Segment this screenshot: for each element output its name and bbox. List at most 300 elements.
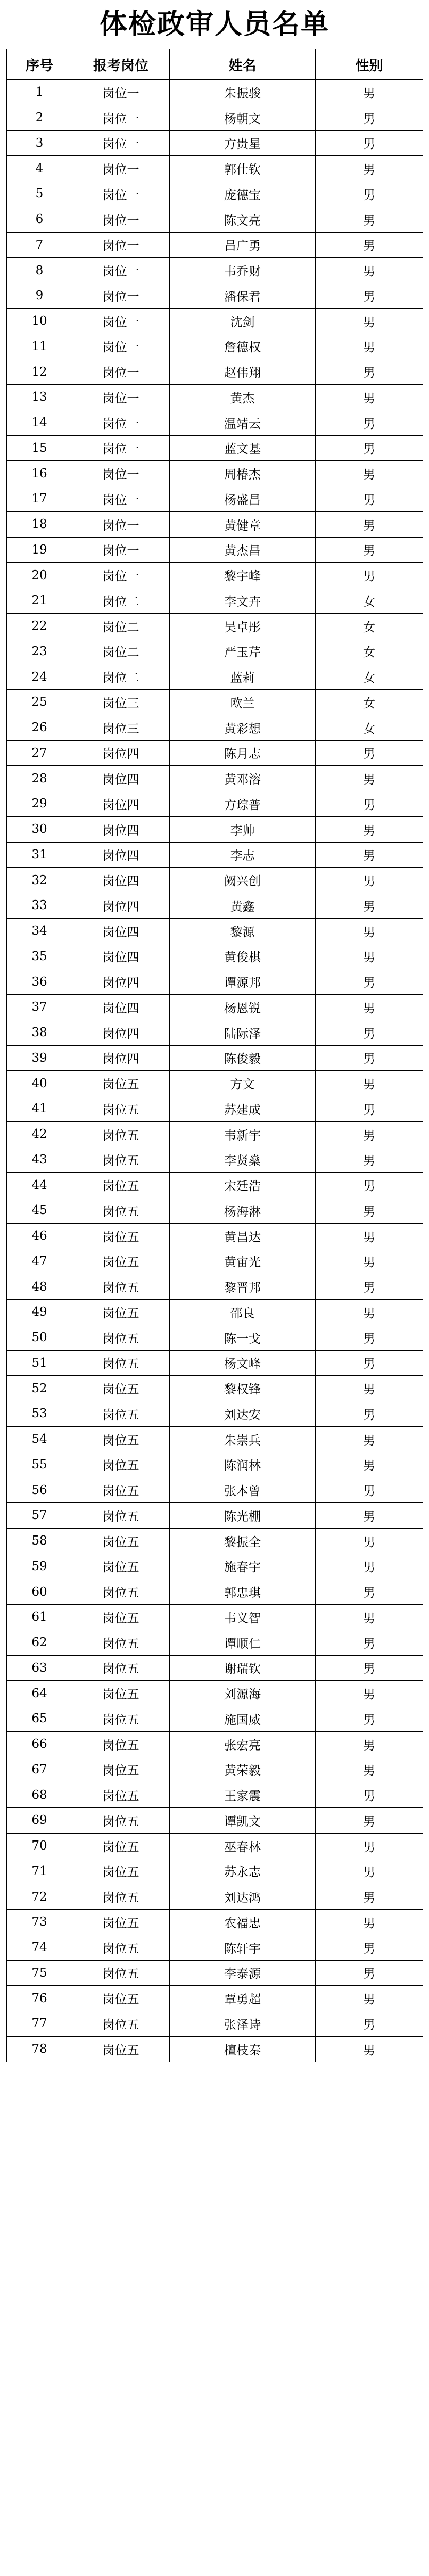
cell-seq: 58 [7,1528,72,1554]
cell-position: 岗位五 [72,1554,170,1579]
cell-gender: 男 [316,1655,423,1681]
cell-name: 杨盛昌 [170,486,316,512]
cell-gender: 男 [316,1986,423,2011]
cell-position: 岗位五 [72,1528,170,1554]
table-row [7,385,423,410]
cell-name: 李贤燊 [170,1147,316,1173]
table-row [7,969,423,995]
cell-position: 岗位一 [72,511,170,537]
table-row [7,1630,423,1655]
cell-gender: 男 [316,1325,423,1350]
cell-name: 潘保君 [170,283,316,309]
cell-gender: 男 [316,1833,423,1859]
cell-seq: 21 [7,588,72,614]
cell-gender: 男 [316,1859,423,1884]
cell-gender: 男 [316,1350,423,1376]
cell-name: 陈轩宇 [170,1935,316,1960]
cell-name: 苏永志 [170,1859,316,1884]
cell-seq: 17 [7,486,72,512]
table-row [7,1376,423,1401]
header-gender: 性别 [316,49,423,80]
table-row [7,791,423,817]
cell-position: 岗位一 [72,435,170,461]
cell-seq: 7 [7,232,72,258]
cell-position: 岗位五 [72,1300,170,1325]
cell-name: 陈月志 [170,740,316,766]
table-row [7,232,423,258]
cell-gender: 男 [316,359,423,385]
cell-position: 岗位四 [72,816,170,842]
cell-seq: 71 [7,1859,72,1884]
roster-table [6,49,423,2062]
cell-position: 岗位五 [72,1706,170,1732]
cell-gender: 男 [316,1579,423,1605]
cell-position: 岗位四 [72,842,170,868]
table-row [7,1096,423,1122]
cell-seq: 62 [7,1630,72,1655]
cell-name: 杨恩锐 [170,995,316,1020]
cell-seq: 30 [7,816,72,842]
cell-position: 岗位三 [72,690,170,715]
cell-gender: 男 [316,130,423,156]
cell-name: 李志 [170,842,316,868]
cell-position: 岗位五 [72,1655,170,1681]
table-row [7,1808,423,1834]
cell-name: 周椿杰 [170,461,316,486]
table-row [7,1300,423,1325]
cell-gender: 男 [316,868,423,893]
cell-gender: 男 [316,181,423,207]
cell-seq: 8 [7,258,72,283]
cell-position: 岗位五 [72,1350,170,1376]
table-row [7,334,423,359]
cell-name: 严玉芹 [170,639,316,664]
cell-position: 岗位五 [72,1071,170,1096]
table-row [7,181,423,207]
cell-name: 黎振全 [170,1528,316,1554]
cell-gender: 男 [316,511,423,537]
table-row [7,486,423,512]
cell-name: 檀枝秦 [170,2036,316,2062]
cell-seq: 22 [7,613,72,639]
cell-position: 岗位五 [72,1325,170,1350]
cell-name: 黄宙光 [170,1249,316,1274]
cell-seq: 12 [7,359,72,385]
cell-gender: 男 [316,1630,423,1655]
cell-name: 黎宇峰 [170,563,316,588]
cell-seq: 37 [7,995,72,1020]
cell-seq: 47 [7,1249,72,1274]
table-row [7,105,423,130]
cell-position: 岗位二 [72,588,170,614]
cell-gender: 男 [316,1198,423,1224]
cell-seq: 31 [7,842,72,868]
cell-gender: 男 [316,258,423,283]
cell-seq: 61 [7,1605,72,1630]
cell-name: 朱振骏 [170,80,316,105]
cell-seq: 10 [7,308,72,334]
cell-seq: 76 [7,1986,72,2011]
cell-gender: 男 [316,1503,423,1529]
table-row [7,1910,423,1935]
table-row [7,1503,423,1529]
cell-gender: 男 [316,2036,423,2062]
cell-seq: 50 [7,1325,72,1350]
cell-position: 岗位三 [72,715,170,740]
cell-name: 刘源海 [170,1681,316,1706]
table-row [7,664,423,690]
cell-seq: 33 [7,893,72,919]
cell-seq: 64 [7,1681,72,1706]
cell-seq: 68 [7,1782,72,1808]
cell-gender: 男 [316,1960,423,1986]
cell-name: 黄杰 [170,385,316,410]
table-body [7,80,423,2062]
cell-position: 岗位四 [72,868,170,893]
cell-position: 岗位四 [72,791,170,817]
cell-position: 岗位五 [72,1808,170,1834]
table-row [7,1757,423,1782]
cell-seq: 54 [7,1426,72,1452]
cell-name: 陈俊毅 [170,1045,316,1071]
cell-seq: 73 [7,1910,72,1935]
cell-position: 岗位五 [72,1986,170,2011]
table-row [7,1884,423,1910]
table-row [7,842,423,868]
cell-position: 岗位一 [72,537,170,563]
cell-seq: 19 [7,537,72,563]
cell-seq: 45 [7,1198,72,1224]
table-row [7,2036,423,2062]
cell-gender: 男 [316,1884,423,1910]
table-row [7,995,423,1020]
cell-position: 岗位一 [72,207,170,232]
table-row [7,1477,423,1503]
cell-gender: 男 [316,461,423,486]
cell-name: 张泽诗 [170,2011,316,2037]
cell-gender: 男 [316,893,423,919]
cell-gender: 男 [316,80,423,105]
cell-position: 岗位五 [72,1681,170,1706]
cell-gender: 男 [316,740,423,766]
cell-gender: 男 [316,1681,423,1706]
cell-gender: 男 [316,1452,423,1477]
cell-seq: 36 [7,969,72,995]
cell-name: 谭源邦 [170,969,316,995]
table-row [7,639,423,664]
table-row [7,1579,423,1605]
cell-gender: 男 [316,918,423,944]
table-row [7,1960,423,1986]
cell-name: 王家震 [170,1782,316,1808]
cell-name: 谢瑞钦 [170,1655,316,1681]
cell-name: 方文 [170,1071,316,1096]
cell-gender: 男 [316,105,423,130]
cell-position: 岗位五 [72,1401,170,1427]
cell-seq: 11 [7,334,72,359]
cell-name: 黄彩想 [170,715,316,740]
cell-name: 朱崇兵 [170,1426,316,1452]
cell-name: 邵良 [170,1300,316,1325]
cell-seq: 35 [7,944,72,969]
cell-gender: 男 [316,766,423,791]
cell-name: 谭顺仁 [170,1630,316,1655]
cell-position: 岗位五 [72,1452,170,1477]
cell-name: 刘达安 [170,1401,316,1427]
table-row [7,1681,423,1706]
cell-position: 岗位五 [72,1757,170,1782]
cell-gender: 男 [316,283,423,309]
cell-name: 吕广勇 [170,232,316,258]
table-row [7,283,423,309]
cell-seq: 49 [7,1300,72,1325]
cell-position: 岗位五 [72,1223,170,1249]
table-row [7,1350,423,1376]
cell-name: 苏建成 [170,1096,316,1122]
cell-gender: 男 [316,308,423,334]
cell-name: 阙兴创 [170,868,316,893]
cell-gender: 男 [316,537,423,563]
cell-name: 黄杰昌 [170,537,316,563]
cell-seq: 42 [7,1121,72,1147]
cell-gender: 男 [316,944,423,969]
cell-name: 郭忠琪 [170,1579,316,1605]
cell-name: 黎晋邦 [170,1274,316,1300]
cell-name: 黎权锋 [170,1376,316,1401]
cell-name: 陈光棚 [170,1503,316,1529]
cell-position: 岗位四 [72,893,170,919]
cell-seq: 1 [7,80,72,105]
cell-gender: 男 [316,1249,423,1274]
cell-seq: 60 [7,1579,72,1605]
cell-name: 黄健章 [170,511,316,537]
table-row [7,893,423,919]
cell-position: 岗位四 [72,1020,170,1045]
cell-position: 岗位一 [72,563,170,588]
cell-seq: 63 [7,1655,72,1681]
cell-position: 岗位一 [72,410,170,435]
cell-name: 刘达鸿 [170,1884,316,1910]
cell-seq: 40 [7,1071,72,1096]
cell-gender: 女 [316,613,423,639]
table-row [7,766,423,791]
cell-gender: 男 [316,791,423,817]
cell-gender: 男 [316,1071,423,1096]
header-seq: 序号 [7,49,72,80]
cell-position: 岗位五 [72,1884,170,1910]
cell-gender: 女 [316,664,423,690]
cell-position: 岗位一 [72,156,170,181]
cell-gender: 女 [316,588,423,614]
table-row [7,308,423,334]
cell-name: 黄昌达 [170,1223,316,1249]
cell-gender: 男 [316,1808,423,1834]
cell-seq: 66 [7,1731,72,1757]
table-row [7,1223,423,1249]
cell-gender: 男 [316,1757,423,1782]
cell-gender: 男 [316,1935,423,1960]
cell-seq: 25 [7,690,72,715]
cell-name: 庞德宝 [170,181,316,207]
cell-position: 岗位五 [72,1731,170,1757]
table-row [7,1554,423,1579]
cell-position: 岗位五 [72,1477,170,1503]
cell-gender: 男 [316,1300,423,1325]
cell-position: 岗位一 [72,486,170,512]
table-row [7,1782,423,1808]
cell-seq: 38 [7,1020,72,1045]
table-row [7,461,423,486]
cell-position: 岗位五 [72,1147,170,1173]
cell-seq: 28 [7,766,72,791]
table-row [7,359,423,385]
cell-seq: 23 [7,639,72,664]
cell-seq: 13 [7,385,72,410]
cell-gender: 男 [316,1045,423,1071]
table-row [7,690,423,715]
cell-name: 施国威 [170,1706,316,1732]
table-row [7,918,423,944]
cell-name: 黄邓溶 [170,766,316,791]
cell-name: 温靖云 [170,410,316,435]
table-row [7,410,423,435]
table-row [7,1045,423,1071]
table-row [7,944,423,969]
cell-name: 蓝莉 [170,664,316,690]
cell-name: 杨海淋 [170,1198,316,1224]
cell-name: 方琮普 [170,791,316,817]
cell-position: 岗位五 [72,1198,170,1224]
cell-position: 岗位四 [72,766,170,791]
table-row [7,1325,423,1350]
cell-gender: 男 [316,334,423,359]
cell-gender: 男 [316,1121,423,1147]
cell-seq: 48 [7,1274,72,1300]
cell-seq: 34 [7,918,72,944]
cell-position: 岗位五 [72,1782,170,1808]
cell-seq: 44 [7,1173,72,1198]
cell-seq: 29 [7,791,72,817]
cell-seq: 3 [7,130,72,156]
cell-seq: 57 [7,1503,72,1529]
cell-position: 岗位一 [72,105,170,130]
cell-name: 宋廷浩 [170,1173,316,1198]
cell-gender: 男 [316,1477,423,1503]
table-row [7,1986,423,2011]
table-row [7,130,423,156]
cell-seq: 65 [7,1706,72,1732]
cell-gender: 男 [316,1554,423,1579]
cell-seq: 69 [7,1808,72,1834]
cell-seq: 67 [7,1757,72,1782]
cell-position: 岗位一 [72,359,170,385]
cell-seq: 72 [7,1884,72,1910]
cell-position: 岗位五 [72,1096,170,1122]
cell-position: 岗位四 [72,995,170,1020]
cell-gender: 男 [316,1376,423,1401]
table-row [7,1198,423,1224]
table-row [7,1859,423,1884]
table-row [7,740,423,766]
cell-seq: 39 [7,1045,72,1071]
cell-gender: 男 [316,1147,423,1173]
cell-seq: 51 [7,1350,72,1376]
cell-gender: 男 [316,232,423,258]
cell-gender: 男 [316,1223,423,1249]
table-row [7,537,423,563]
cell-seq: 75 [7,1960,72,1986]
table-row [7,1935,423,1960]
table-row [7,1249,423,1274]
table-row [7,816,423,842]
table-row [7,258,423,283]
cell-position: 岗位五 [72,1910,170,1935]
table-row [7,1147,423,1173]
table-row [7,207,423,232]
cell-position: 岗位一 [72,181,170,207]
cell-gender: 男 [316,563,423,588]
cell-name: 杨文峰 [170,1350,316,1376]
cell-seq: 14 [7,410,72,435]
cell-position: 岗位一 [72,283,170,309]
table-row [7,1706,423,1732]
cell-name: 黄荣毅 [170,1757,316,1782]
cell-gender: 男 [316,1426,423,1452]
cell-position: 岗位五 [72,1426,170,1452]
cell-position: 岗位一 [72,258,170,283]
table-row [7,1426,423,1452]
table-row [7,435,423,461]
cell-gender: 男 [316,1401,423,1427]
cell-name: 李文卉 [170,588,316,614]
table-row [7,1121,423,1147]
cell-position: 岗位一 [72,130,170,156]
cell-seq: 77 [7,2011,72,2037]
cell-seq: 4 [7,156,72,181]
cell-position: 岗位四 [72,969,170,995]
cell-seq: 24 [7,664,72,690]
cell-position: 岗位一 [72,80,170,105]
cell-gender: 男 [316,1910,423,1935]
cell-name: 施春宇 [170,1554,316,1579]
cell-position: 岗位五 [72,1274,170,1300]
table-row [7,1731,423,1757]
cell-seq: 20 [7,563,72,588]
cell-position: 岗位一 [72,385,170,410]
cell-position: 岗位五 [72,1121,170,1147]
cell-seq: 5 [7,181,72,207]
table-row [7,1401,423,1427]
cell-gender: 男 [316,995,423,1020]
cell-name: 韦乔财 [170,258,316,283]
table-row [7,1605,423,1630]
table-row [7,156,423,181]
cell-seq: 41 [7,1096,72,1122]
cell-seq: 70 [7,1833,72,1859]
cell-gender: 女 [316,690,423,715]
cell-gender: 男 [316,385,423,410]
cell-name: 陈润林 [170,1452,316,1477]
cell-position: 岗位四 [72,918,170,944]
cell-seq: 78 [7,2036,72,2062]
cell-name: 谭凯文 [170,1808,316,1834]
table-row [7,1452,423,1477]
table-row [7,1173,423,1198]
cell-name: 方贵星 [170,130,316,156]
cell-gender: 男 [316,1528,423,1554]
cell-position: 岗位五 [72,1630,170,1655]
cell-name: 郭仕钦 [170,156,316,181]
